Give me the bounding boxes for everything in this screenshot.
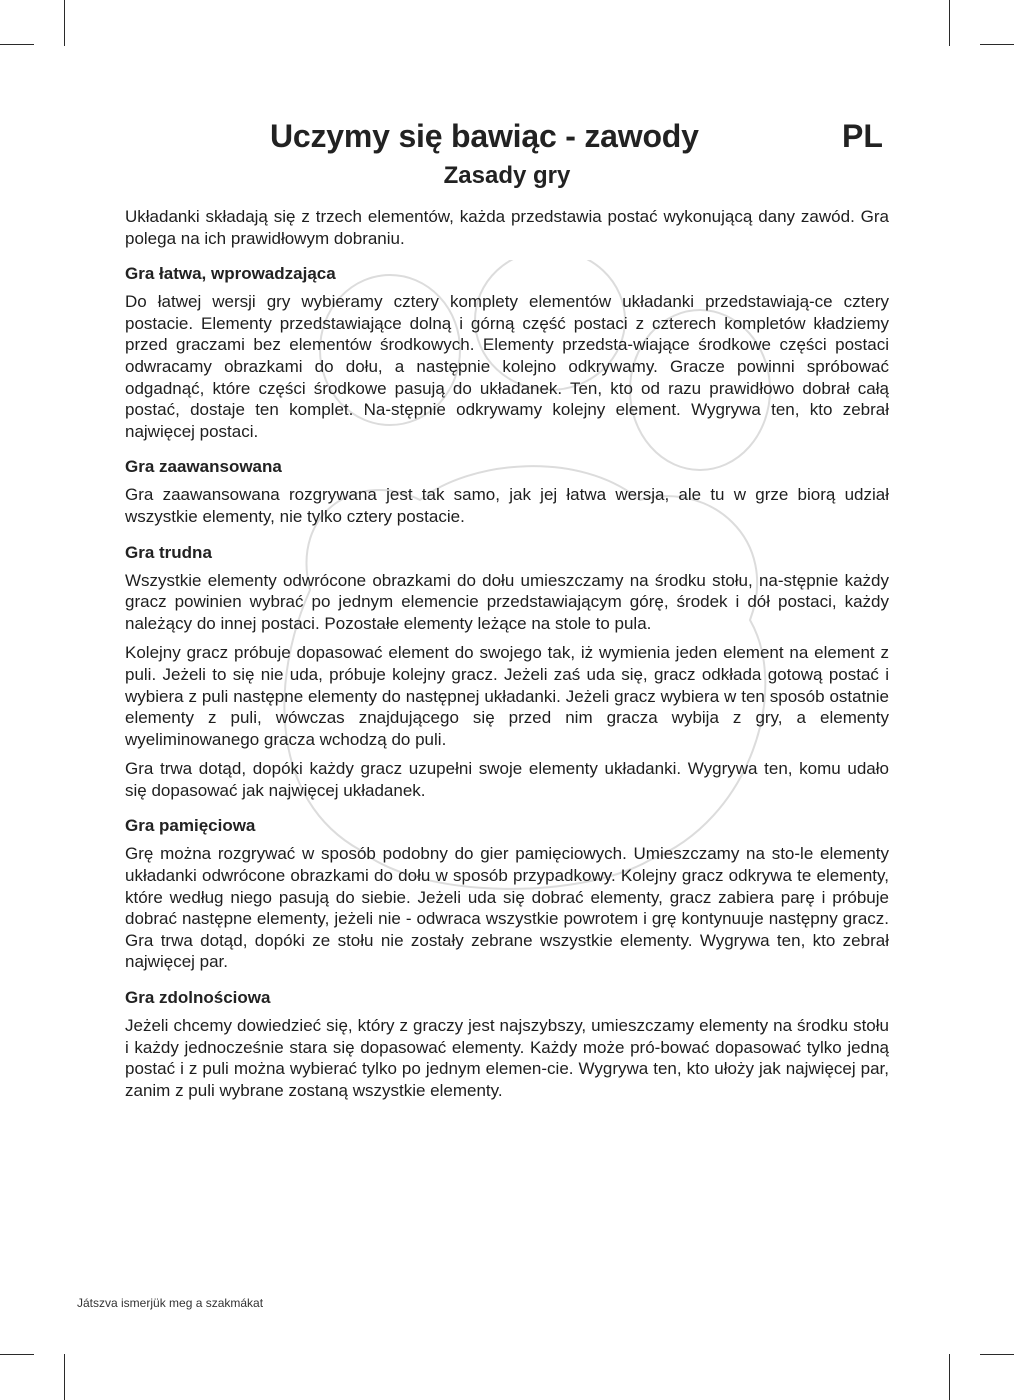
section-paragraph: Jeżeli chcemy dowiedzieć się, który z graczy jest najszybszy, umieszczamy elementy na środku stołu i każdy jednocześnie stara się dopasować elementy. Każdy może pró-bować dopasować tylko jedną postać i z puli można wybierać tylko po jednym elemen-cie. Wygrywa ten, kto ułoży jak najwięcej par, zanim z puli wybrane zostaną wszystkie elementy. (125, 1016, 889, 1100)
crop-mark-top-left-h (0, 44, 34, 45)
title-row (0, 118, 1014, 162)
intro-paragraph: Układanki składają się z trzech elementów, każda przedstawia postać wykonującą dany zawód. Gra polega na ich prawidłowym dobraniu. (125, 207, 889, 248)
language-code: PL (842, 118, 883, 154)
section-hard-game (125, 542, 889, 802)
footer-text: Játszva ismerjük meg a szakmákat (77, 1296, 264, 1310)
crop-mark-bottom-left (64, 1354, 65, 1400)
section-advanced-game (125, 456, 889, 527)
section-paragraph: Kolejny gracz próbuje dopasować element do swojego tak, iż wymienia jeden element na element z puli. Jeżeli to się nie uda, próbuje kolejny gracz. Jeżeli zaś uda się, gracz odkłada gotową postać i wybiera z puli następne elementy do następnej układanki. Jeżeli gracz wybiera w ten sposób ostatnie elementy z puli, wówczas znajdującego się przed nim gracza wybija z gry, a elementy wyeliminowanego gracza wchodzą do puli. (125, 643, 889, 749)
page-subtitle (0, 162, 1014, 190)
crop-mark-top-right-h (980, 44, 1014, 45)
page-title: Uczymy się bawiąc - zawody (270, 118, 699, 154)
section-paragraph: Gra trwa dotąd, dopóki każdy gracz uzupełni swoje elementy układanki. Wygrywa ten, komu udało się dopasować jak najwięcej układanek. (125, 759, 889, 800)
crop-mark-bottom-right-h (980, 1354, 1014, 1355)
section-heading: Gra pamięciowa (125, 816, 256, 836)
section-skill-game (125, 987, 889, 1101)
section-paragraph: Gra zaawansowana rozgrywana jest tak samo, jak jej łatwa wersja, ale tu w grze biorą udział wszystkie elementy, nie tylko cztery postacie. (125, 485, 889, 526)
section-heading: Gra łatwa, wprowadzająca (125, 264, 336, 284)
crop-mark-bottom-right (949, 1354, 950, 1400)
section-paragraph: Grę można rozgrywać w sposób podobny do gier pamięciowych. Umieszczamy na sto-le elementy układanki odwrócone obrazkami do dołu w sposób przypadkowy. Kolejny gracz odkrywa te elementy, które według niego pasują do siebie. Jeżeli uda się dobrać elementy, gracz zabiera parę i próbuje dobrać następne elementy, jeżeli nie - odwraca wszystkie powrotem i grę kontynuuje następny gracz. Gra trwa dotąd, dopóki ze stołu nie zostały zebrane wszystkie elementy. Wygrywa ten, kto zebrał najwięcej par. (125, 844, 889, 972)
section-paragraph: Do łatwej wersji gry wybieramy cztery komplety elementów układanki przedstawiają-ce cztery postacie. Elementy przedstawiające dolną i górną część postaci z czterech kompletów kładziemy przed graczami bez elementów środkowych. Elementy przedsta-wiające środkowe części postaci odwracamy obrazkami do dołu, a następnie kolejno odkrywamy. Gracze powinni spróbować odgadnąć, które części środkowe pasują do układanek. Ten, kto od razu prawidłowo dobrał całą postać, dostaje ten komplet. Na-stępnie odkrywamy kolejny element. Wygrywa ten, kto zebrał najwięcej postaci. (125, 292, 889, 441)
section-easy-game (125, 263, 889, 442)
section-paragraph: Wszystkie elementy odwrócone obrazkami do dołu umieszczamy na środku stołu, na-stępnie każdy gracz powinien wybrać po jednym elemencie przedstawiającym górę, środek i dół postaci, każdy należący do innej postaci. Pozostałe elementy leżące na stole to pula. (125, 570, 889, 633)
crop-mark-top-right (949, 0, 950, 46)
rules-content (125, 206, 889, 1109)
crop-mark-top-left (64, 0, 65, 46)
section-memory-game (125, 815, 889, 973)
section-heading: Gra zaawansowana (125, 457, 282, 477)
page-subtitle-text: Zasady gry (443, 162, 571, 189)
section-heading: Gra trudna (125, 542, 212, 562)
crop-mark-bottom-left-h (0, 1354, 34, 1355)
section-heading: Gra zdolnościowa (125, 988, 271, 1008)
